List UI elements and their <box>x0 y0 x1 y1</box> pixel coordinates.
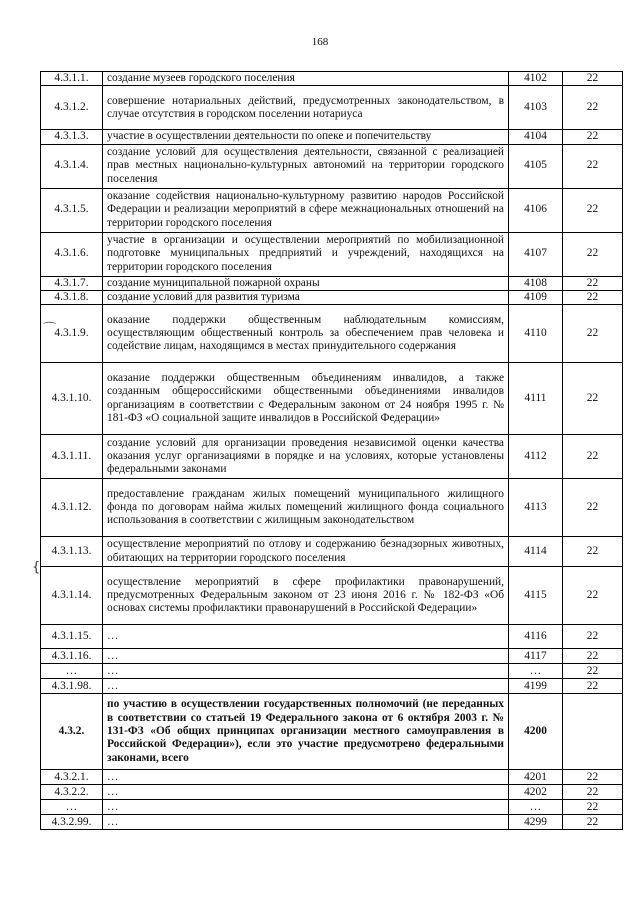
row-line-number: 4105 <box>509 144 563 188</box>
row-section: 22 <box>563 815 623 830</box>
row-code: 4.3.1.12. <box>41 479 103 537</box>
row-section: 22 <box>563 567 623 625</box>
row-code: 4.3.1.10. <box>41 363 103 435</box>
row-code: 4.3.1.14. <box>41 567 103 625</box>
table-row <box>41 649 623 664</box>
row-line-number: 4103 <box>509 86 563 130</box>
row-description: оказание содействия национально-культурному развитию народов Российской Федерации и реализации мероприятий в сфере межнациональных отношений на территории городского поселения <box>103 188 509 232</box>
table-row <box>41 290 623 304</box>
row-section: 22 <box>563 72 623 86</box>
table-row <box>41 435 623 479</box>
row-description: предоставление гражданам жилых помещений муниципального жилищного фонда по договорам найма жилых помещений жилищного фонда социального использования в соответствии с жилищным законодательством <box>103 479 509 537</box>
row-description: осуществление мероприятий по отлову и содержанию безнадзорных животных, обитающих на территории городского поселения <box>103 537 509 567</box>
row-code: 4.3.2. <box>41 694 103 770</box>
row-section <box>563 694 623 770</box>
row-section: 22 <box>563 679 623 694</box>
row-section: 22 <box>563 435 623 479</box>
row-code: 4.3.1.5. <box>41 188 103 232</box>
row-code: 4.3.2.99. <box>41 815 103 830</box>
row-code: 4.3.1.2. <box>41 86 103 130</box>
row-section: 22 <box>563 290 623 304</box>
row-line-number: 4113 <box>509 479 563 537</box>
row-line-number: 4109 <box>509 290 563 304</box>
row-section: 22 <box>563 649 623 664</box>
row-section: 22 <box>563 625 623 649</box>
row-section: 22 <box>563 144 623 188</box>
table-row <box>41 567 623 625</box>
row-description: по участию в осуществлении государственных полномочий (не переданных в соответствии со статьей 19 Федерального закона от 6 октября 2003 г. № 131-ФЗ «Об общих принципах организации местного самоуправления в Российской Федерации»), если это участие предусмотрено федеральными законами, всего <box>103 694 509 770</box>
row-line-number: … <box>509 800 563 815</box>
row-description: … <box>103 815 509 830</box>
table-row <box>41 785 623 800</box>
row-description: создание музеев городского поселения <box>103 72 509 86</box>
table-row <box>41 144 623 188</box>
row-description: создание условий для развития туризма <box>103 290 509 304</box>
table-row <box>41 537 623 567</box>
row-description: … <box>103 785 509 800</box>
row-section: 22 <box>563 479 623 537</box>
row-code: … <box>41 664 103 679</box>
row-description: … <box>103 679 509 694</box>
row-line-number: 4111 <box>509 363 563 435</box>
row-line-number: 4106 <box>509 188 563 232</box>
row-description: … <box>103 625 509 649</box>
row-line-number: 4199 <box>509 679 563 694</box>
row-line-number: 4202 <box>509 785 563 800</box>
row-description: … <box>103 800 509 815</box>
row-description: … <box>103 770 509 785</box>
row-section: 22 <box>563 188 623 232</box>
indicator-table <box>40 71 623 830</box>
row-description: … <box>103 649 509 664</box>
row-code: … <box>41 800 103 815</box>
table-row <box>41 232 623 276</box>
row-line-number: 4102 <box>509 72 563 86</box>
table-row <box>41 86 623 130</box>
page-number: 168 <box>311 36 329 48</box>
row-line-number: 4201 <box>509 770 563 785</box>
row-section: 22 <box>563 770 623 785</box>
row-line-number: 4114 <box>509 537 563 567</box>
table-row <box>41 188 623 232</box>
row-code: 4.3.2.2. <box>41 785 103 800</box>
row-line-number: 4108 <box>509 276 563 290</box>
row-code: 4.3.1.98. <box>41 679 103 694</box>
table-row <box>41 679 623 694</box>
row-description: создание условий для осуществления деятельности, связанной с реализацией прав местных национально-культурных автономий на территории городского поселения <box>103 144 509 188</box>
row-code: 4.3.1.15. <box>41 625 103 649</box>
row-code: 4.3.1.13. <box>41 537 103 567</box>
row-description: оказание поддержки общественным наблюдательным комиссиям, осуществляющим общественный контроль за обеспечением прав человека и содействие лицам, находящимся в местах принудительного содержания <box>103 305 509 363</box>
row-section: 22 <box>563 86 623 130</box>
row-code: 4.3.1.7. <box>41 276 103 290</box>
row-section: 22 <box>563 785 623 800</box>
row-code: 4.3.1.3. <box>41 130 103 144</box>
row-description: совершение нотариальных действий, предусмотренных законодательством, в случае отсутствия в городском поселении нотариуса <box>103 86 509 130</box>
row-code: 4.3.2.1. <box>41 770 103 785</box>
table-row <box>41 815 623 830</box>
row-description: создание условий для организации проведения независимой оценки качества оказания услуг организациями в порядке и на условиях, которые установлены федеральными законами <box>103 435 509 479</box>
row-description: участие в осуществлении деятельности по опеке и попечительству <box>103 130 509 144</box>
row-description: создание муниципальной пожарной охраны <box>103 276 509 290</box>
table-row <box>41 479 623 537</box>
row-code: 4.3.1.11. <box>41 435 103 479</box>
row-code: 4.3.1.1. <box>41 72 103 86</box>
row-code: 4.3.1.6. <box>41 232 103 276</box>
row-description: оказание поддержки общественным объединениям инвалидов, а также созданным общероссийскими общественными объединениями инвалидов организациям в соответствии с Федеральным законом от 24 ноября 1995 г. № 181-ФЗ «О социальной защите инвалидов в Российской Федерации» <box>103 363 509 435</box>
scan-mark: { <box>32 560 41 575</box>
table-row <box>41 625 623 649</box>
table-row <box>41 694 623 770</box>
row-section: 22 <box>563 130 623 144</box>
scan-mark: ⌒ <box>43 322 57 337</box>
table-row <box>41 130 623 144</box>
row-line-number: 4299 <box>509 815 563 830</box>
row-section: 22 <box>563 800 623 815</box>
table-row <box>41 305 623 363</box>
row-code: 4.3.1.9. <box>41 305 103 363</box>
row-line-number: 4112 <box>509 435 563 479</box>
row-line-number: 4107 <box>509 232 563 276</box>
table-row <box>41 770 623 785</box>
row-description: осуществление мероприятий в сфере профилактики правонарушений, предусмотренных Федеральным законом от 23 июня 2016 г. № 182-ФЗ «Об основах системы профилактики правонарушений в Российской Федерации» <box>103 567 509 625</box>
row-description: … <box>103 664 509 679</box>
row-code: 4.3.1.16. <box>41 649 103 664</box>
row-line-number: 4200 <box>509 694 563 770</box>
row-line-number: 4104 <box>509 130 563 144</box>
row-section: 22 <box>563 363 623 435</box>
row-section: 22 <box>563 664 623 679</box>
row-section: 22 <box>563 305 623 363</box>
table-row <box>41 800 623 815</box>
table-row <box>41 276 623 290</box>
row-line-number: 4117 <box>509 649 563 664</box>
row-section: 22 <box>563 537 623 567</box>
table-row <box>41 363 623 435</box>
table-row <box>41 664 623 679</box>
row-description: участие в организации и осуществлении мероприятий по мобилизационной подготовке муниципальных предприятий и учреждений, находящихся на территории городского поселения <box>103 232 509 276</box>
row-line-number: 4110 <box>509 305 563 363</box>
row-line-number: 4116 <box>509 625 563 649</box>
row-line-number: … <box>509 664 563 679</box>
row-line-number: 4115 <box>509 567 563 625</box>
row-code: 4.3.1.8. <box>41 290 103 304</box>
row-code: 4.3.1.4. <box>41 144 103 188</box>
row-section: 22 <box>563 232 623 276</box>
table-row <box>41 72 623 86</box>
row-section: 22 <box>563 276 623 290</box>
